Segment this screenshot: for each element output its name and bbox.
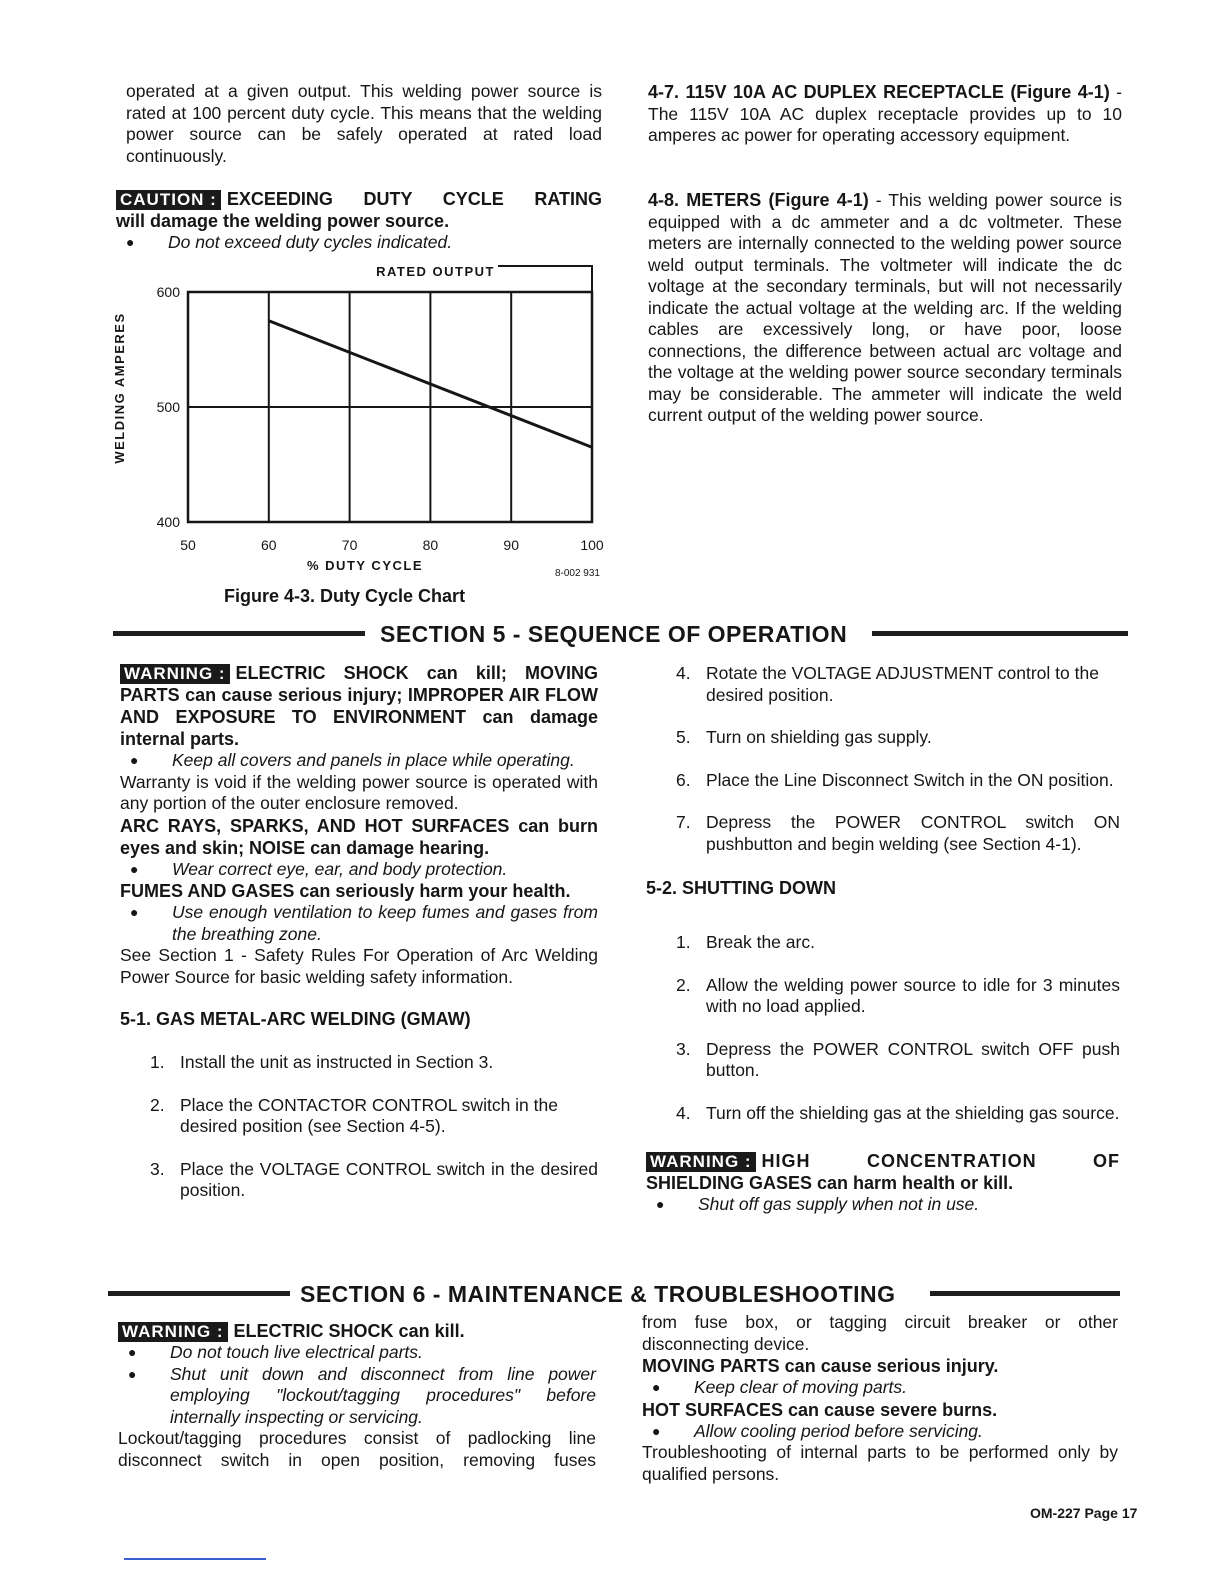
warning-tag: WARNING : bbox=[120, 664, 230, 684]
x-tick-label: 100 bbox=[580, 537, 604, 553]
s51-head: 5-1. GAS METAL-ARC WELDING (GMAW) bbox=[120, 1009, 471, 1029]
bullet-icon: ● bbox=[656, 1196, 665, 1212]
s47-body: The 115V 10A AC duplex receptacle provides up to 10 amperes ac power for operating accessory equipment. bbox=[648, 103, 1122, 145]
annotation-leader bbox=[498, 266, 592, 291]
warn-electric: ELECTRIC SHOCK can kill. bbox=[233, 1321, 465, 1341]
bullet-icon: ● bbox=[130, 860, 139, 877]
y-axis-label: WELDING AMPERES bbox=[112, 312, 127, 464]
x-axis-label: % DUTY CYCLE bbox=[307, 558, 423, 573]
duty-cycle-chart bbox=[100, 258, 620, 618]
section-4-8: 4-8. METERS (Figure 4-1) - This welding power source is equipped with a dc ammeter and a dc voltmeter. These meters are internally connected to the welding power source weld output terminals. The voltmeter will indicate the dc voltage at the secondary terminals, but will not necessarily indicate the actual voltage at the welding arc. If the welding cables are excessively long, or have poor, loose connections, the difference between actual arc voltage and the voltage at the welding power source secondary terminals may be considerable. The ammeter will indicate the weld current output of the welding power source. bbox=[648, 190, 1122, 425]
banner-rule bbox=[113, 631, 365, 636]
section-5-right bbox=[646, 663, 1120, 1216]
x-tick-label: 60 bbox=[261, 537, 277, 553]
page-number: OM-227 Page 17 bbox=[1030, 1505, 1138, 1521]
lockout-text: Lockout/tagging procedures consist of padlocking line disconnect switch in open position, removing fuses bbox=[118, 1428, 596, 1470]
banner-rule bbox=[872, 631, 1128, 636]
list-item: 1. Break the arc. bbox=[676, 932, 815, 952]
caution-line2: will damage the welding power source. bbox=[116, 211, 450, 231]
list-item: 3. Place the VOLTAGE CONTROL switch in the desired position. bbox=[150, 1158, 598, 1200]
section-5-left: WARNING : ELECTRIC SHOCK can kill; MOVING PARTS can cause serious injury; IMPROPER AIR FLOW AND EXPOSURE TO ENVIRONMENT can damage internal parts. ● Keep all covers and panels in place while operating. Warranty is void if the welding power source is operated with any portion of the outer enclosure removed. ARC RAYS, SPARKS, AND HOT SURFACES can burn eyes and skin; NOISE can damage hearing. ● Wear correct eye, ear, and body protection. FUMES AND GASES can seriously harm your health. ● Use enough ventilation to keep fumes and gases from the breathing zone. See Section 1 - Safety Rules For Operation of Arc Welding Power Source for basic welding safety information. 5-1. GAS METAL-ARC WELDING (GMAW) 1. Install the unit as instructed in Section 3. 2. Place the CONTACTOR CONTROL switch in the desired position (see Section 4-5). 3. Place the VOLTAGE CONTROL switch in the desired position. bbox=[120, 663, 598, 1200]
list-item: 2. Place the CONTACTOR CONTROL switch in the desired position (see Section 4-5). bbox=[150, 1094, 558, 1136]
section-6-left: WARNING : ELECTRIC SHOCK can kill. ● Do not touch live electrical parts. ● Shut unit down and disconnect from line power employing "lockout/tagging procedures" before internally inspecting or servicing. Lockout/tagging procedures consist of padlocking line disconnect switch in open position, removing fuses bbox=[118, 1321, 596, 1470]
chart-annotation: RATED OUTPUT bbox=[376, 264, 495, 279]
bullet-icon: ● bbox=[128, 1344, 137, 1360]
duty-cycle-paragraph: operated at a given output. This welding power source is rated at 100 percent duty cycle. This means that the welding power source can be safely operated at rated load continuously. bbox=[126, 81, 602, 166]
bullet-icon: ● bbox=[128, 1365, 137, 1382]
lockout-continued: from fuse box, or tagging circuit breaker or other disconnecting device. bbox=[642, 1312, 1118, 1354]
x-tick-label: 70 bbox=[341, 537, 358, 553]
list-item: 6. Place the Line Disconnect Switch in the ON position. bbox=[676, 769, 1114, 790]
warning-tag: WARNING : bbox=[646, 1152, 756, 1172]
warn-hot-surfaces: HOT SURFACES can cause severe burns. bbox=[642, 1399, 998, 1420]
x-tick-label: 80 bbox=[422, 537, 439, 553]
s48-head: 4-8. METERS (Figure 4-1) bbox=[648, 190, 869, 210]
caution-bullet: Do not exceed duty cycles indicated. bbox=[168, 232, 453, 252]
figure-number: 8-002 931 bbox=[554, 568, 600, 579]
bullet-icon: ● bbox=[126, 234, 135, 250]
s47-head: 4-7. 115V 10A AC DUPLEX RECEPTACLE (Figure 4-1) bbox=[648, 82, 1110, 102]
warn-arc-rays: ARC RAYS, SPARKS, AND HOT SURFACES can burn eyes and skin; NOISE can damage hearing. bbox=[120, 815, 598, 858]
caution-tag: CAUTION : bbox=[116, 190, 221, 210]
section-6-title: SECTION 6 - MAINTENANCE & TROUBLESHOOTING bbox=[300, 1281, 896, 1307]
s52-head: 5-2. SHUTTING DOWN bbox=[646, 878, 837, 898]
section-4-7: 4-7. 115V 10A AC DUPLEX RECEPTACLE (Figure 4-1) - The 115V 10A AC duplex receptacle provides up to 10 amperes ac power for operating accessory equipment. bbox=[648, 82, 1122, 145]
bullet-icon: ● bbox=[652, 1422, 661, 1439]
y-tick-label: 500 bbox=[156, 399, 180, 415]
banner-rule bbox=[930, 1291, 1120, 1296]
troubleshooting-note: Troubleshooting of internal parts to be performed only by qualified persons. bbox=[642, 1442, 1118, 1484]
see-section-1: See Section 1 - Safety Rules For Operation of Arc Welding Power Source for basic welding safety information. bbox=[120, 945, 598, 987]
warn-moving-parts: MOVING PARTS can cause serious injury. bbox=[642, 1356, 999, 1376]
banner-rule bbox=[108, 1291, 290, 1296]
footer-rule bbox=[124, 1558, 266, 1560]
s48-body: This welding power source is equipped with a dc ammeter and a dc voltmeter. These meters are internally connected to the welding power source weld output terminals. The voltmeter will indicate the dc voltage at the secondary terminals, but will not necessarily indicate the actual voltage at the welding arc. If the welding cables are excessively long, or have poor, loose connections, the difference between actual arc voltage and the voltage at the welding power source secondary terminals may be considerable. The ammeter will indicate the weld current output of the welding power source. bbox=[648, 190, 1122, 425]
caution-line1: EXCEEDING DUTY CYCLE RATING bbox=[226, 189, 602, 209]
list-item: 7. Depress the POWER CONTROL switch ON pushbutton and begin welding (see Section 4-1). bbox=[676, 812, 1120, 854]
warn-electric-moving: ELECTRIC SHOCK can kill; MOVING PARTS can cause serious injury; IMPROPER AIR FLOW AND EXPOSURE TO ENVIRONMENT can damage internal parts. bbox=[120, 663, 598, 749]
section-6-right: from fuse box, or tagging circuit breaker or other disconnecting device. MOVING PARTS can cause serious injury. ● Keep clear of moving parts. HOT SURFACES can cause severe burns. ● Allow cooling period before servicing. Troubleshooting of internal parts to be performed only by qualified persons. bbox=[642, 1312, 1118, 1484]
gas-warning: WARNING : HIGH CONCENTRATION OF SHIELDING GASES can harm health or kill. ● Shut off gas supply when not in use. bbox=[646, 1151, 1120, 1214]
y-tick-label: 600 bbox=[156, 284, 180, 300]
list-item: 3. Depress the POWER CONTROL switch OFF push button. bbox=[676, 1038, 1120, 1080]
list-item: 5. Turn on shielding gas supply. bbox=[676, 727, 932, 747]
bullet-icon: ● bbox=[130, 752, 139, 768]
list-item: 4. Rotate the VOLTAGE ADJUSTMENT control to the desired position. bbox=[676, 663, 1099, 705]
chart-grid bbox=[188, 292, 592, 522]
warn-fumes: FUMES AND GASES can seriously harm your health. bbox=[120, 881, 571, 901]
bullet-icon: ● bbox=[130, 904, 139, 920]
warning-tag: WARNING : bbox=[118, 1322, 228, 1342]
x-tick-label: 50 bbox=[180, 537, 196, 553]
list-item: 4. Turn off the shielding gas at the shielding gas source. bbox=[676, 1102, 1120, 1123]
chart-caption: Figure 4-3. Duty Cycle Chart bbox=[224, 586, 466, 606]
list-item: 2. Allow the welding power source to idle for 3 minutes with no load applied. bbox=[676, 974, 1120, 1016]
x-tick-label: 90 bbox=[503, 537, 519, 553]
bullet-icon: ● bbox=[652, 1379, 661, 1395]
section-5-title: SECTION 5 - SEQUENCE OF OPERATION bbox=[380, 621, 848, 647]
list-item: 1. Install the unit as instructed in Section 3. bbox=[150, 1052, 494, 1072]
caution-block bbox=[116, 188, 602, 254]
warranty-note: Warranty is void if the welding power source is operated with any portion of the outer enclosure removed. bbox=[120, 771, 598, 813]
y-tick-label: 400 bbox=[156, 514, 180, 530]
